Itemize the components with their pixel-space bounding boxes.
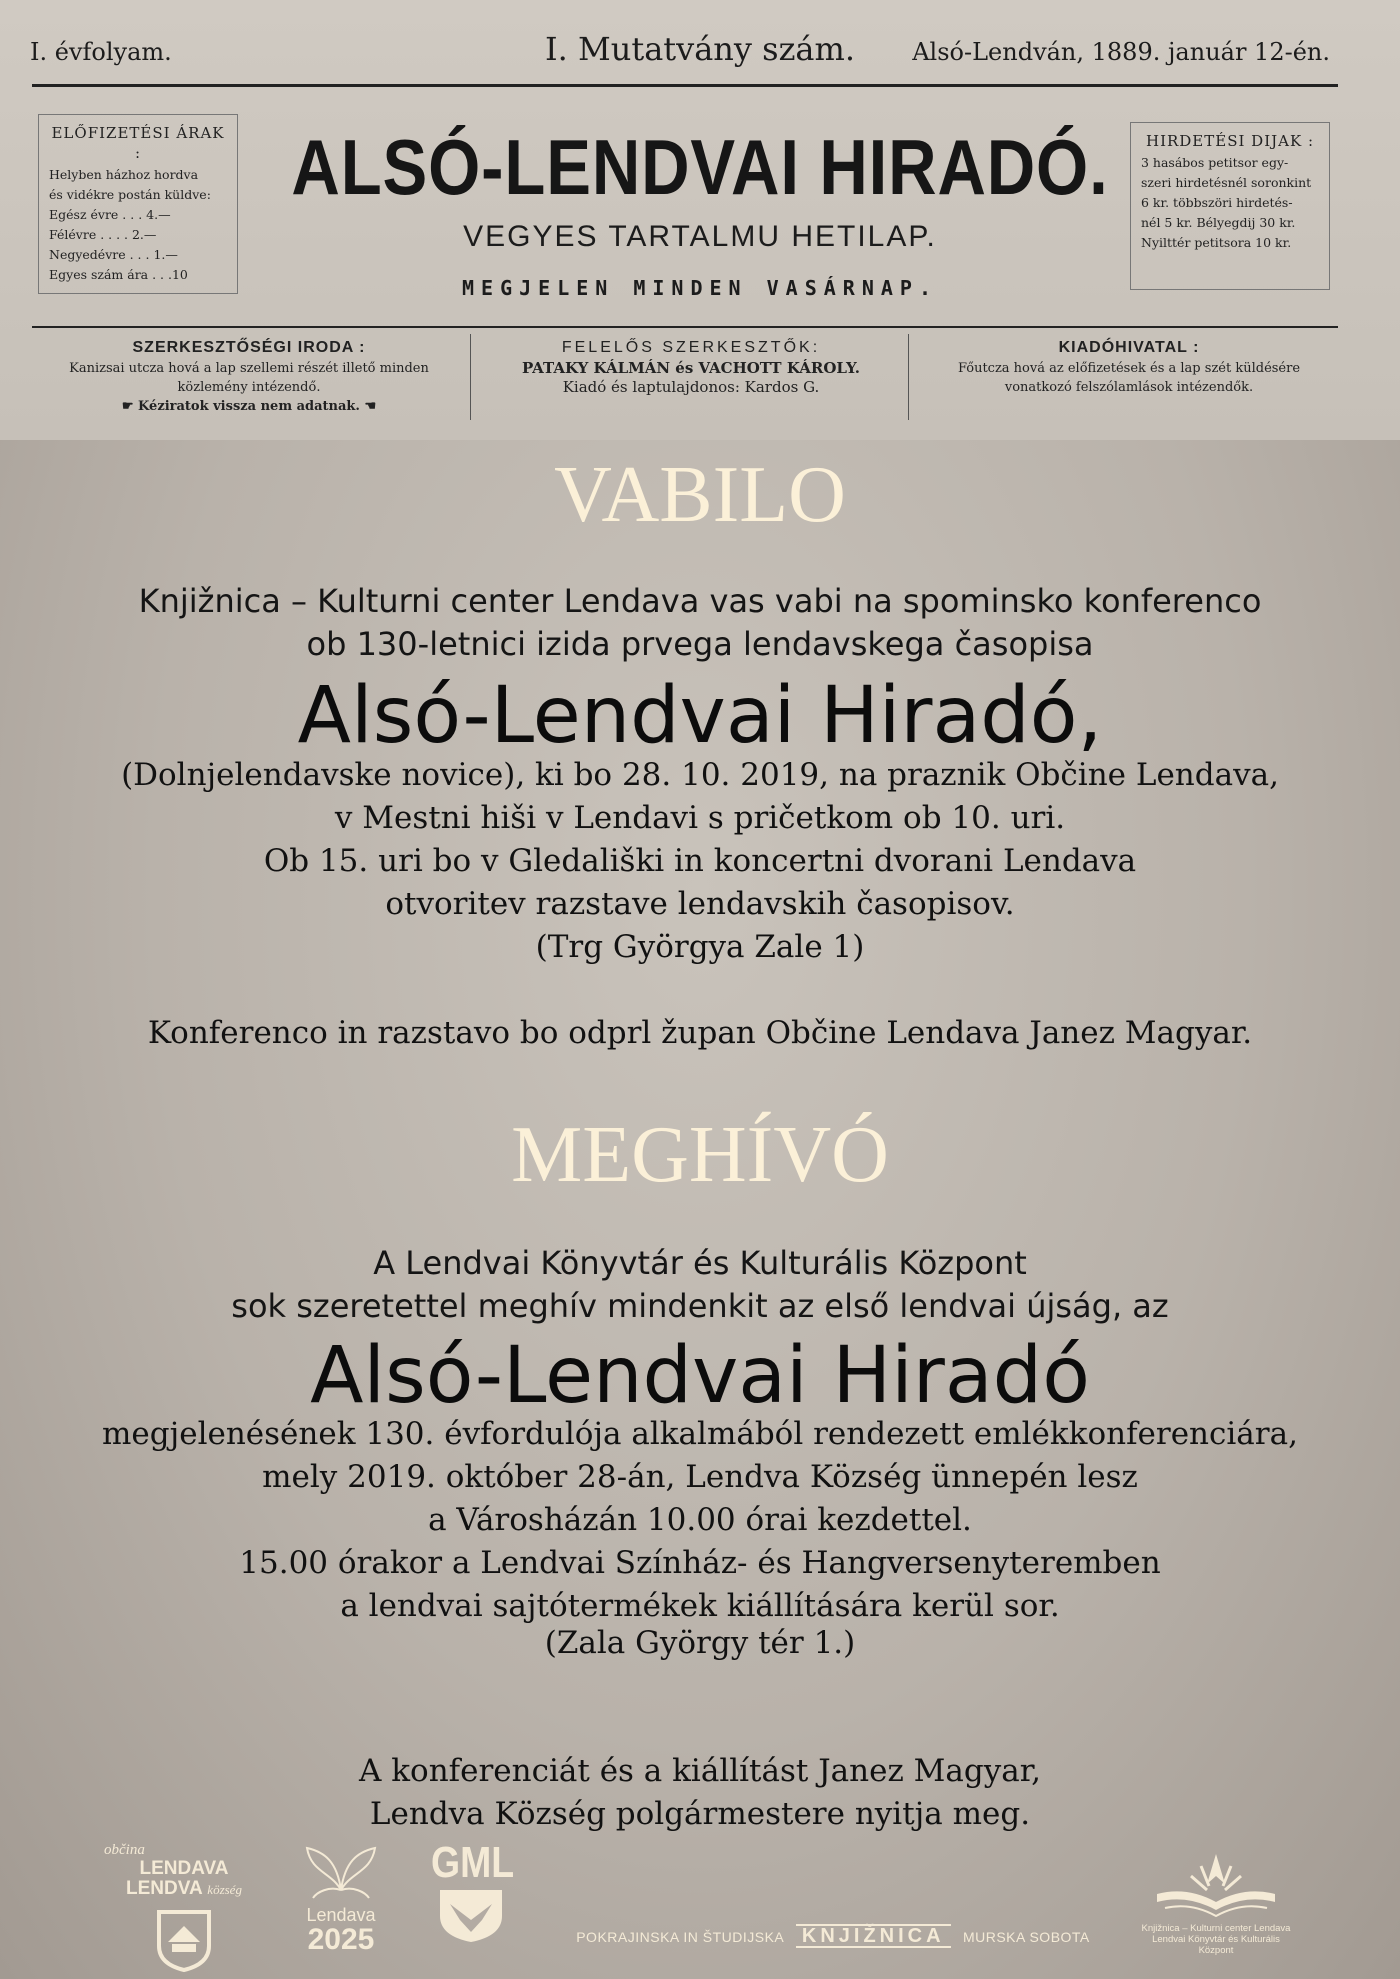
ads-line: 3 hasábos petitsor egy- [1141, 155, 1289, 170]
vabilo-closing: Konferenco in razstavo bo odprl župan Občine Lendava Janez Magyar. [147, 1015, 1253, 1051]
meghivo-line-4: 15.00 órakor a Lendvai Színház- és Hangversenyteremben [239, 1545, 1161, 1581]
vabilo-heading: VABILO [554, 451, 846, 539]
subscription-line: Félévre . . . . 2.— [49, 227, 157, 242]
pisk-left-text: POKRAJINSKA IN ŠTUDIJSKA [576, 1929, 784, 1945]
publisher-title: KIADÓHIVATAL : [1058, 339, 1200, 356]
lendava-2025-name: Lendava [306, 1905, 376, 1925]
ads-title: HIRDETÉSI DIJAK : [1145, 132, 1315, 150]
kc-line-2: Lendvai Könyvtár és Kulturális Központ [1152, 1934, 1280, 1956]
kc-lendava-logo [1136, 1846, 1296, 1956]
meghivo-closing-2: Lendva Község polgármestere nyitja meg. [369, 1796, 1031, 1832]
meghivo-closing-1: A konferenciát és a kiállítást Janez Magyar, [359, 1753, 1041, 1789]
subscription-line: Negyedévre . . . 1.— [49, 247, 178, 262]
editorial-note [34, 397, 464, 416]
vabilo-line-4: otvoritev razstave lendavskih časopisov. [385, 886, 1015, 922]
ads-line: Nyilttér petitsora 10 kr. [1141, 235, 1292, 250]
vabilo-intro-2: ob 130-letnici izida prvega lendavskega časopisa [306, 625, 1094, 663]
obcina-small-text: občina [104, 1842, 145, 1858]
open-book-icon [1151, 1846, 1281, 1918]
knjiznica-wordmark: KNJIŽNICA [796, 1924, 951, 1948]
subscription-line: Egyes szám ára . . .10 [49, 267, 188, 282]
editors-title: FELELŐS SZERKESZTŐK: [561, 339, 821, 356]
ads-box [1130, 122, 1330, 290]
editors-line: Kiadó és laptulajdonos: Kardos G. [562, 378, 820, 396]
publisher-line: Főutcza hová az előfizetések és a lap szét küldésére [957, 361, 1301, 376]
editors [476, 338, 906, 397]
vabilo-address: (Trg Györgya Zale 1) [535, 929, 865, 965]
coat-of-arms-icon [154, 1908, 214, 1972]
volume-label: I. évfolyam. [30, 38, 172, 66]
newspaper-title: ALSÓ-LENDVAI HIRADÓ. [291, 123, 1109, 211]
publisher-office [914, 338, 1344, 397]
column-divider [470, 334, 471, 420]
vabilo-intro-1: Knjižnica – Kulturni center Lendava vas vabi na spominsko konferenco [138, 582, 1262, 620]
gml-shield-icon [436, 1886, 506, 1944]
hand-pointer-icon: ☛ [121, 399, 139, 414]
newspaper-subtitle: VEGYES TARTALMU HETILAP. [463, 220, 937, 253]
ads-line: szeri hirdetésnél soronkint [1141, 175, 1312, 190]
meghivo-newspaper-name: Alsó-Lendvai Hiradó [310, 1331, 1090, 1421]
column-divider [908, 334, 909, 420]
meghivo-intro-2: sok szeretettel meghív mindenkit az első lendvai újság, az [231, 1287, 1169, 1325]
ads-line: 6 kr. többszöri hirdetés- [1141, 195, 1293, 210]
kc-line-1: Knjižnica – Kulturni center Lendava [1141, 1923, 1291, 1934]
ads-line: nél 5 kr. Bélyegdij 30 kr. [1141, 215, 1296, 230]
newspaper-frequency: MEGJELEN MINDEN VASÁRNAP. [461, 276, 939, 300]
meghivo-line-5: a lendvai sajtótermékek kiállítására kerül sor. [340, 1588, 1060, 1624]
subscription-title: ELŐFIZETÉSI ÁRAK : [51, 124, 225, 162]
pisk-right-text: MURSKA SOBOTA [962, 1929, 1090, 1945]
subscription-line: Egész évre . . . 4.— [49, 207, 171, 222]
meghivo-address: (Zala György tér 1.) [544, 1625, 856, 1661]
gml-text: GML [431, 1838, 515, 1887]
butterfly-icon [303, 1842, 379, 1900]
editorial-line: közlemény intézendő. [177, 380, 321, 395]
vabilo-line-3: Ob 15. uri bo v Gledališki in koncertni dvorani Lendava [263, 843, 1137, 879]
obcina-lendava-logo [96, 1842, 272, 1977]
subscription-line: és vidékre postán küldve: [49, 187, 211, 202]
subscription-line: Helyben házhoz hordva [49, 167, 199, 182]
hand-pointer-icon: ☚ [359, 399, 377, 414]
header-rule [32, 326, 1338, 328]
pisk-murska-sobota-logo [568, 1924, 1098, 1948]
top-rule [32, 84, 1338, 87]
gml-logo [424, 1840, 518, 1949]
editorial-title: SZERKESZTŐSÉGI IRODA : [132, 339, 366, 356]
meghivo-line-1: megjelenésének 130. évfordulója alkalmából rendezett emlékkonferenciára, [102, 1416, 1298, 1452]
editorial-office [34, 338, 464, 416]
editorial-line: Kanizsai utcza hová a lap szellemi részét illető minden [69, 361, 429, 376]
obcina-name-2-text: LENDVA [126, 1878, 203, 1899]
vabilo-newspaper-name: Alsó-Lendvai Hiradó, [297, 671, 1103, 761]
publisher-line: vonatkozó felszólamlások intézendők. [1004, 380, 1254, 395]
meghivo-line-2: mely 2019. október 28-án, Lendva Község ünnepén lesz [262, 1459, 1138, 1495]
obcina-name-1: LENDAVA [139, 1858, 229, 1879]
vabilo-line-2: v Mestni hiši v Lendavi s pričetkom ob 10. uri. [334, 800, 1066, 836]
obcina-name-2 [96, 1879, 272, 1900]
editorial-note-text: Kéziratok vissza nem adatnak. [138, 399, 360, 414]
meghivo-line-3: a Városházán 10.00 órai kezdettel. [428, 1502, 972, 1538]
obcina-kozseg-text: község [207, 1882, 242, 1897]
lendava-2025-year: 2025 [307, 1923, 375, 1956]
lendava-2025-logo [296, 1842, 386, 1955]
meghivo-heading: MEGHÍVÓ [511, 1111, 889, 1199]
editors-line: PATAKY KÁLMÁN és VACHOTT KÁROLY. [521, 359, 861, 377]
vabilo-line-1: (Dolnjelendavske novice), ki bo 28. 10. 2019, na praznik Občine Lendava, [121, 757, 1279, 793]
date-label: Alsó-Lendván, 1889. január 12-én. [912, 38, 1330, 66]
issue-label: I. Mutatvány szám. [544, 30, 856, 68]
meghivo-intro-1: A Lendvai Könyvtár és Kulturális Központ [373, 1244, 1027, 1282]
